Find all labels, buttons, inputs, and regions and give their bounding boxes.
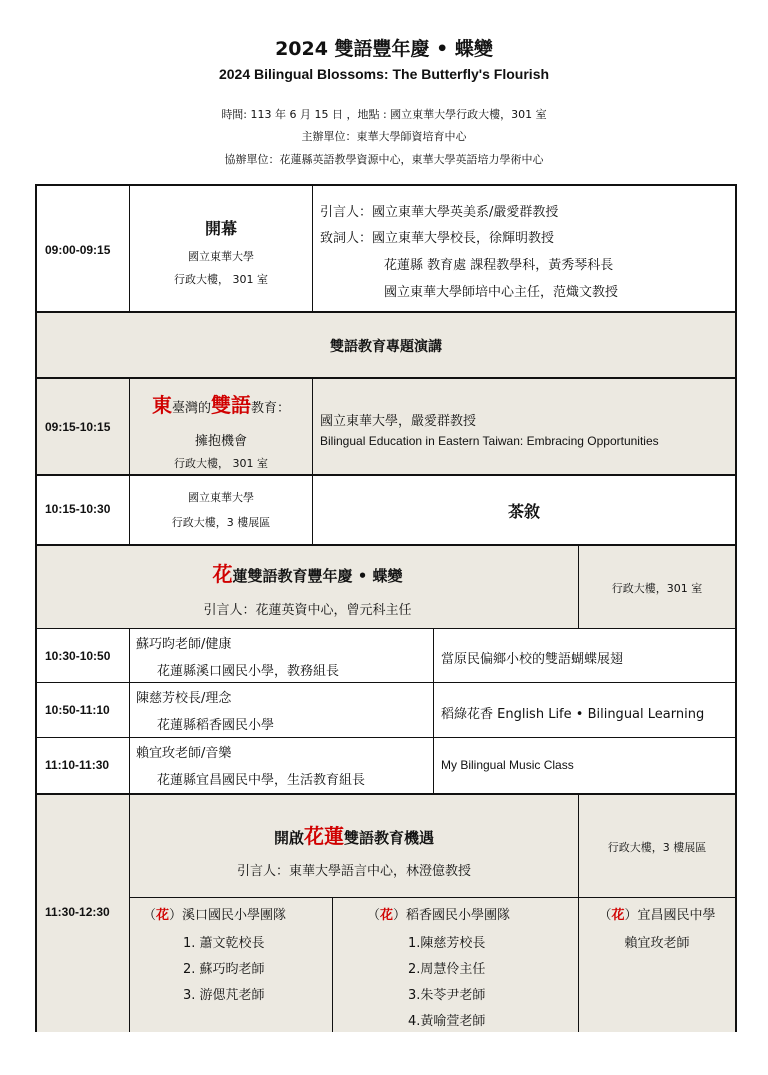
lecture-title-red1: 東 bbox=[151, 393, 172, 417]
team-2-title bbox=[367, 904, 510, 923]
opening-venue-line1: 國立東華大學 bbox=[188, 250, 254, 263]
team-3-open: （ bbox=[598, 908, 612, 923]
opening-host: 引言人：國立東華大學英美系/嚴愛群教授 bbox=[320, 205, 559, 220]
lecture-title-part1: 臺灣的 bbox=[171, 401, 211, 416]
lecture-time: 09:15-10:15 bbox=[45, 420, 111, 434]
team-3-member: 賴宜玫老師 bbox=[624, 936, 690, 951]
tea-venue-line1: 國立東華大學 bbox=[188, 491, 254, 504]
team-2-member-4: 4.黃喻萱老師 bbox=[408, 1014, 486, 1029]
lecture-title-part2: 教育： bbox=[251, 401, 291, 416]
lecture-speaker: 國立東華大學，嚴愛群教授 bbox=[320, 414, 477, 429]
page-title: 2024 雙語豐年慶 • 蝶變 bbox=[275, 38, 493, 60]
team-3-title bbox=[579, 904, 735, 923]
lecture-title bbox=[130, 389, 312, 418]
final-title-part1: 開啟 bbox=[273, 829, 304, 847]
opening-venue-line2: 行政大樓， 301 室 bbox=[174, 273, 268, 286]
talk-2-topic: 稻綠花香 English Life • Bilingual Learning bbox=[441, 707, 705, 722]
team-1-member-3: 3. 游偲芃老師 bbox=[183, 988, 265, 1003]
talk-2-school: 花蓮縣稻香國民小學 bbox=[157, 718, 275, 733]
team-3-rest: ）宜昌國民中學 bbox=[624, 908, 716, 923]
team-2-member-1: 1.陳慈芳校長 bbox=[408, 936, 486, 951]
team-1-rest: ）溪口國民小學團隊 bbox=[169, 908, 287, 923]
talk-2-speaker: 陳慈芳校長/理念 bbox=[136, 691, 232, 706]
team-2-member-2: 2.周慧伶主任 bbox=[408, 962, 486, 977]
team-2-red: 花 bbox=[380, 908, 394, 923]
opening-speaker-3: 國立東華大學師培中心主任，范熾文教授 bbox=[384, 285, 619, 300]
team-2-rest: ）稻香國民小學團隊 bbox=[393, 908, 511, 923]
team-1-member-1: 1. 蕭文乾校長 bbox=[183, 936, 265, 951]
talk-3-school: 花蓮縣宜昌國民中學，生活教育組長 bbox=[157, 773, 366, 788]
talk-3-time: 11:10-11:30 bbox=[45, 758, 110, 772]
schedule-table bbox=[35, 184, 737, 1032]
final-title-red: 花蓮 bbox=[304, 824, 344, 848]
section-hualien-title-red: 花 bbox=[212, 562, 233, 586]
final-title bbox=[130, 820, 578, 849]
section-hualien-title bbox=[37, 558, 578, 587]
lecture-title-red2: 雙語 bbox=[211, 393, 251, 417]
talk-1-school: 花蓮縣溪口國民小學，教務組長 bbox=[157, 664, 340, 679]
talk-3-speaker: 賴宜玫老師/音樂 bbox=[136, 746, 232, 761]
section-hualien-host: 引言人：花蓮英資中心，曾元科主任 bbox=[203, 603, 412, 618]
team-1-member-2: 2. 蘇巧昀老師 bbox=[183, 962, 265, 977]
final-time: 11:30-12:30 bbox=[45, 905, 110, 919]
opening-speaker: 致詞人：國立東華大學校長，徐輝明教授 bbox=[320, 231, 555, 246]
talk-3-topic: My Bilingual Music Class bbox=[441, 758, 574, 772]
opening-speaker-2: 花蓮縣 教育處 課程教學科，黃秀琴科長 bbox=[384, 258, 614, 273]
section-hualien-venue: 行政大樓，301 室 bbox=[611, 582, 703, 595]
page-subtitle: 2024 Bilingual Blossoms: The Butterfly's Flourish bbox=[218, 66, 550, 82]
section-lecture-title: 雙語教育專題演講 bbox=[330, 339, 442, 355]
team-1-open: （ bbox=[143, 908, 157, 923]
final-title-part2: 雙語教育機遇 bbox=[344, 829, 435, 847]
tea-time: 10:15-10:30 bbox=[45, 502, 111, 516]
tea-title: 茶敘 bbox=[507, 502, 540, 521]
final-host: 引言人：東華大學語言中心，林澄億教授 bbox=[236, 864, 471, 879]
team-2-member-3: 3.朱苓尹老師 bbox=[408, 988, 486, 1003]
lecture-venue: 行政大樓， 301 室 bbox=[174, 457, 268, 470]
co-organizer: 協辦單位：花蓮縣英語教學資源中心，東華大學英語培力學術中心 bbox=[224, 153, 544, 166]
team-2-open: （ bbox=[367, 908, 381, 923]
lecture-title-line2: 擁抱機會 bbox=[194, 434, 247, 449]
team-1-red: 花 bbox=[156, 908, 170, 923]
team-1-title bbox=[143, 904, 286, 923]
lecture-topic: Bilingual Education in Eastern Taiwan: Embracing Opportunities bbox=[320, 434, 659, 448]
section-hualien-title-rest: 蓮雙語教育豐年慶 • 蝶變 bbox=[232, 567, 403, 585]
time-place: 時間: 113 年 6 月 15 日 ，地點 : 國立東華大學行政大樓，301 室 bbox=[221, 108, 547, 121]
final-venue: 行政大樓，3 樓展區 bbox=[607, 841, 707, 854]
organizer: 主辦單位：東華大學師資培育中心 bbox=[301, 130, 467, 143]
talk-1-speaker: 蘇巧昀老師/健康 bbox=[136, 637, 232, 652]
opening-time: 09:00-09:15 bbox=[45, 243, 111, 257]
talk-2-time: 10:50-11:10 bbox=[45, 703, 110, 717]
tea-venue-line2: 行政大樓，3 樓展區 bbox=[171, 516, 271, 529]
opening-title: 開幕 bbox=[204, 219, 237, 238]
talk-1-topic: 當原民偏鄉小校的雙語蝴蝶展翅 bbox=[441, 652, 624, 667]
talk-1-time: 10:30-10:50 bbox=[45, 649, 111, 663]
team-3-red: 花 bbox=[611, 908, 625, 923]
